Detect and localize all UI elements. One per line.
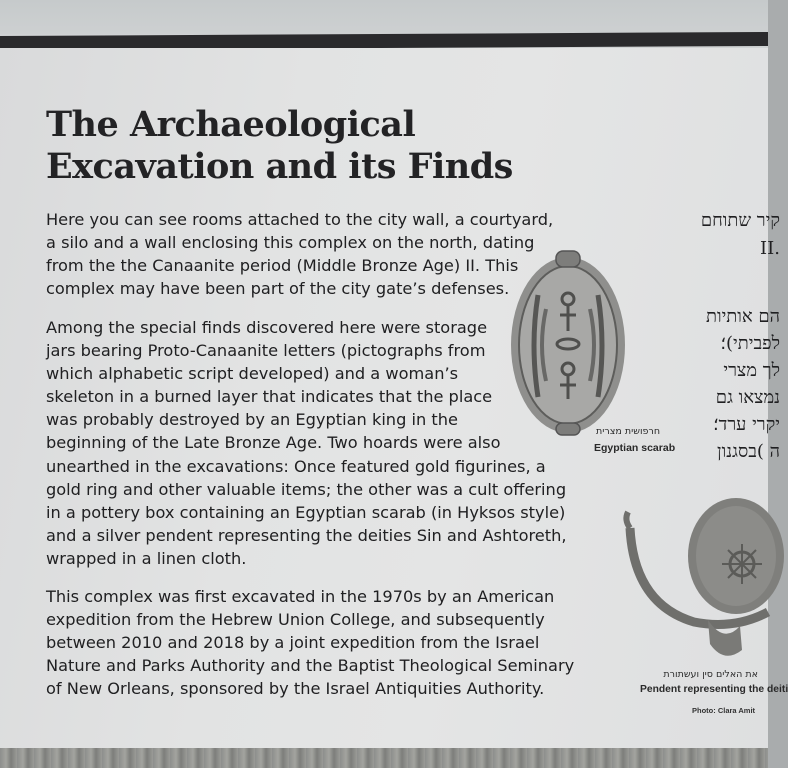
text-line: Here you can see rooms attached to the city wall, a courtyard,: [46, 210, 554, 229]
text-line: skeleton in a burned layer that indicates that the place: [46, 387, 493, 407]
text-line: gold ring and other valuable items; the other was a cult offering: [46, 479, 567, 499]
text-line: jars bearing Proto-Canaanite letters (pictographs from: [46, 341, 486, 361]
silver-pendant-image: [624, 494, 768, 670]
text-line: in a pottery box containing an Egyptian scarab (in Hyksos style): [46, 502, 566, 522]
text-line: of New Orleans, sponsored by the Israel Antiquities Authority.: [46, 679, 545, 699]
text-line: Among the special finds discovered here were storage: [46, 318, 488, 337]
egyptian-scarab-image: [508, 247, 628, 437]
sign-title: [46, 104, 566, 188]
paragraph-history: [46, 585, 574, 700]
text-line: complex may have been part of the city gate’s defenses.: [46, 279, 510, 299]
scarab-caption-english: Egyptian scarab: [594, 442, 676, 454]
text-line: from the the Canaanite period (Middle Bronze Age) II. This: [46, 256, 519, 276]
hebrew-line: יקרי ערד؛: [712, 414, 780, 435]
paragraph-intro: [46, 208, 553, 300]
title-line: The Archaeological: [46, 104, 416, 145]
text-line: This complex was first excavated in the 1970s by an American: [46, 587, 555, 606]
title-line: Excavation and its Finds: [46, 146, 513, 187]
hebrew-line: לך מצרי: [723, 360, 780, 381]
text-line: Nature and Parks Authority and the Baptist Theological Seminary: [46, 656, 575, 676]
text-line: beginning of the Late Bronze Age. Two hoards were also: [46, 433, 501, 453]
hebrew-line: ה )בסגנון: [717, 441, 780, 462]
hebrew-line: לפביתי)؛: [720, 333, 780, 354]
text-line: a silo and a wall enclosing this complex on the north, dating: [46, 233, 535, 253]
text-line: expedition from the Hebrew Union College, and subsequently: [46, 610, 545, 630]
paragraph-finds: [46, 316, 567, 570]
hebrew-line: .II: [760, 238, 780, 259]
text-line: wrapped in a linen cloth.: [46, 548, 247, 568]
hebrew-line: הם אותיות: [706, 306, 780, 327]
text-line: and a silver pendent representing the deities Sin and Ashtoreth,: [46, 525, 567, 545]
text-line: was probably destroyed by an Egyptian king in the: [46, 410, 458, 430]
text-line: which alphabetic script developed) and a woman’s: [46, 364, 459, 384]
text-line: unearthed in the excavations: Once featured gold figurines, a: [46, 456, 546, 476]
pendant-caption-english: Pendent representing the deiti: [640, 684, 788, 695]
text-line: between 2010 and 2018 by a joint expedition from the Israel: [46, 633, 540, 653]
scarab-caption-hebrew: חרפושית מצרית: [596, 426, 661, 437]
pendant-caption-hebrew: את האלים סין ועשתורת: [663, 669, 758, 680]
hebrew-line: קיר שתוחם: [700, 210, 780, 231]
hebrew-line: נמצאו גם: [715, 387, 780, 408]
photo-credit: Photo: Clara Amit: [692, 706, 756, 715]
